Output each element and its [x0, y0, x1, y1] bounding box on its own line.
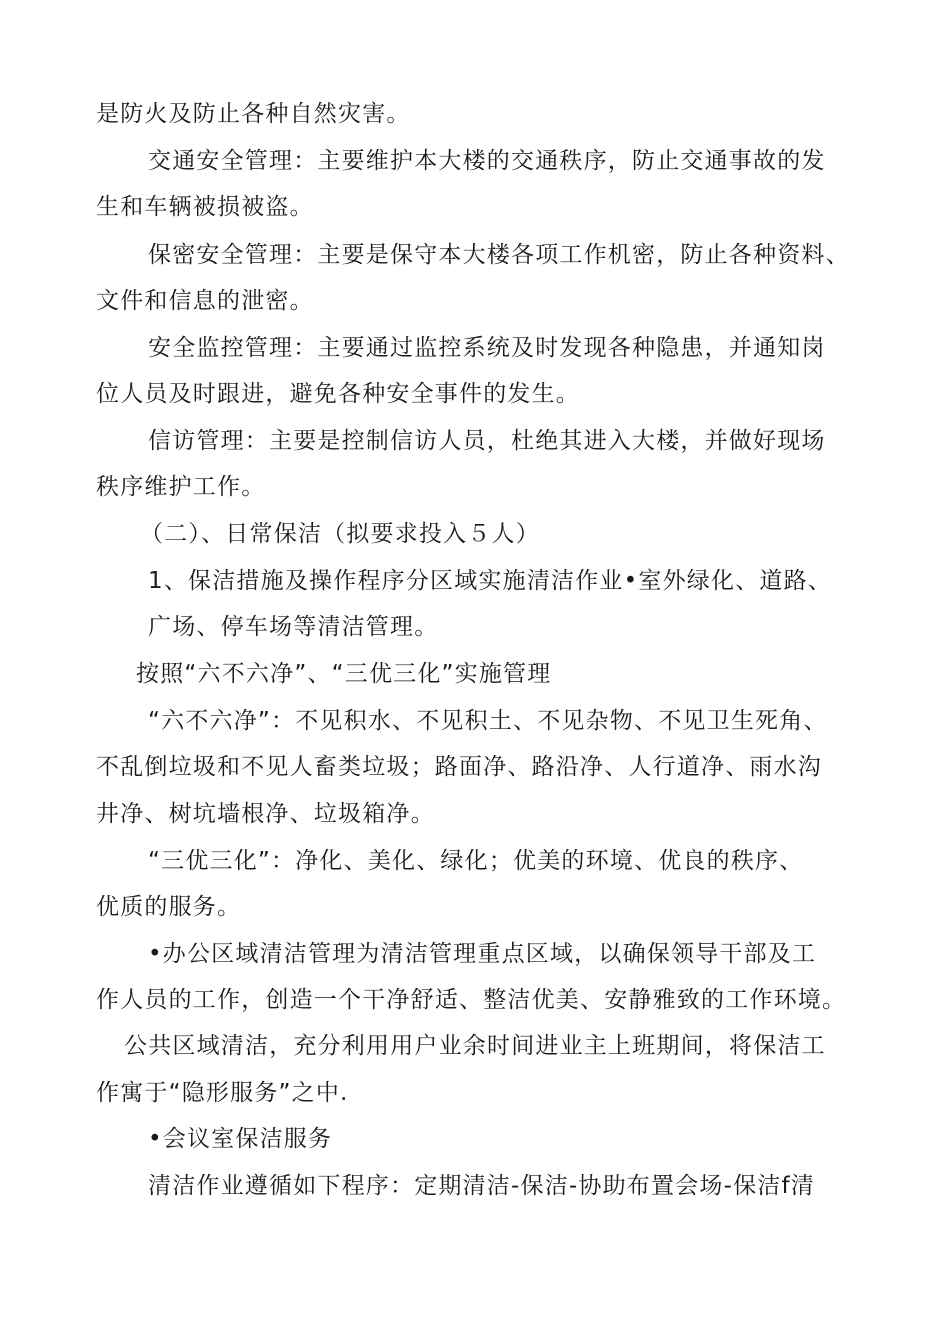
- text-line-5: 文件和信息的泄密。: [96, 288, 314, 314]
- section-heading: （二）、日常保洁（拟要求投入５人）: [140, 521, 540, 547]
- text-line-23: •会议室保洁服务: [148, 1126, 333, 1152]
- text-line-20: 作人员的工作，创造一个干净舒适、整洁优美、安静雅致的工作环境。: [96, 987, 847, 1013]
- text-line-12: 广场、停车场等清洁管理。: [148, 614, 439, 640]
- text-line-17: “三优三化”：净化、美化、绿化；优美的环境、优良的秩序、: [148, 848, 804, 874]
- text-line-11: 1、保洁措施及操作程序分区域实施清洁作业•室外绿化、道路、: [148, 568, 832, 594]
- text-line-22: 作寓于“隐形服务”之中.: [96, 1080, 349, 1106]
- text-line-19: •办公区域清洁管理为清洁管理重点区域，以确保领导干部及工: [148, 941, 817, 967]
- text-line-14: “六不六净”：不见积水、不见积土、不见杂物、不见卫生死角、: [148, 708, 828, 734]
- text-line-15: 不乱倒垃圾和不见人畜类垃圾；路面净、路沿净、人行道净、雨水沟: [96, 754, 822, 780]
- text-line-9: 秩序维护工作。: [96, 474, 266, 500]
- text-line-18: 优质的服务。: [96, 894, 242, 920]
- text-line-7: 位人员及时跟进，避免各种安全事件的发生。: [96, 381, 580, 407]
- text-line-3: 生和车辆被损被盗。: [96, 194, 314, 220]
- text-line-4: 保密安全管理：主要是保守本大楼各项工作机密，防止各种资料、: [148, 242, 850, 268]
- text-line-21: 公共区域清洁，充分利用用户业余时间进业主上班期间，将保洁工: [124, 1033, 826, 1059]
- text-line-1: 是防火及防止各种自然灾害。: [96, 101, 411, 127]
- text-line-6: 安全监控管理：主要通过监控系统及时发现各种隐患，并通知岗: [148, 335, 826, 361]
- text-line-24: 清洁作业遵循如下程序：定期清洁-保洁-协助布置会场-保洁f清: [148, 1173, 815, 1199]
- text-line-13: 按照“六不六净”、“三优三化”实施管理: [136, 661, 552, 687]
- text-line-2: 交通安全管理：主要维护本大楼的交通秩序，防止交通事故的发: [148, 148, 826, 174]
- text-line-8: 信访管理：主要是控制信访人员，杜绝其进入大楼，并做好现场: [148, 428, 826, 454]
- text-line-16: 井净、树坑墙根净、垃圾箱净。: [96, 801, 435, 827]
